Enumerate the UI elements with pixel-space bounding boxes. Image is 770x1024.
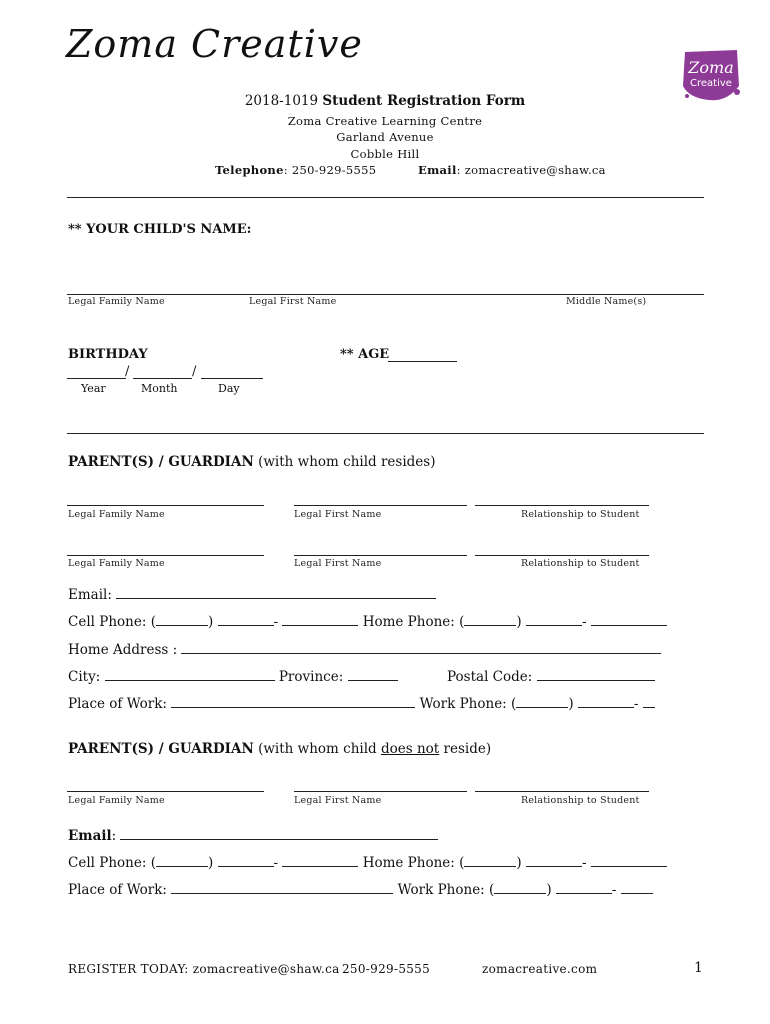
g1-address-row: Home Address :	[68, 641, 661, 658]
g2-work-area-field[interactable]	[494, 881, 546, 894]
g1a-first-name-label: Legal First Name	[294, 509, 382, 520]
g2-home-area-field[interactable]	[464, 854, 516, 867]
g1-work-area-field[interactable]	[516, 695, 568, 708]
g1b-first-name-field[interactable]	[294, 555, 467, 556]
g1-city-row: City: Province:	[68, 668, 398, 685]
g1b-first-name-label: Legal First Name	[294, 558, 382, 569]
child-name-heading: ** YOUR CHILD'S NAME:	[68, 222, 252, 237]
birth-year-label: Year	[81, 382, 106, 395]
child-name-line[interactable]	[67, 294, 704, 295]
g2-phone-row: Cell Phone: ( ) - Home Phone: ( ) -	[68, 854, 667, 871]
guardian1-heading: PARENT(S) / GUARDIAN (with whom child resides)	[68, 454, 436, 470]
age-label: ** AGE	[340, 347, 390, 362]
g2-work-place-field[interactable]	[171, 881, 393, 894]
g1-home-prefix-field[interactable]	[526, 613, 582, 626]
g1-home-area-field[interactable]	[464, 613, 516, 626]
birth-year-field[interactable]	[67, 378, 126, 379]
g1-phone-row: Cell Phone: ( ) - Home Phone: ( ) -	[68, 613, 667, 630]
g1-city-field[interactable]	[105, 668, 275, 681]
g1-email-field[interactable]	[116, 586, 436, 599]
guardian2-heading: PARENT(S) / GUARDIAN (with whom child does not reside)	[68, 741, 492, 757]
g1-province-field[interactable]	[348, 668, 398, 681]
g1-home-number-field[interactable]	[591, 613, 667, 626]
child-first-name-label: Legal First Name	[249, 296, 337, 307]
g2-email-field[interactable]	[120, 827, 438, 840]
g2-relationship-label: Relationship to Student	[521, 795, 640, 806]
divider	[67, 197, 704, 198]
g2-home-prefix-field[interactable]	[526, 854, 582, 867]
child-middle-name-label: Middle Name(s)	[566, 296, 647, 307]
g2-home-number-field[interactable]	[591, 854, 667, 867]
g1-cell-area-field[interactable]	[156, 613, 208, 626]
g1-work-row: Place of Work: Work Phone: ( ) -	[68, 695, 655, 712]
zoma-creative-logo-text: Zoma Creative	[66, 22, 363, 66]
form-title: 2018-1019 Student Registration Form	[244, 93, 526, 109]
badge-line1: Zoma	[688, 58, 734, 77]
g1-postal-row: Postal Code:	[447, 668, 655, 685]
g1-work-prefix-field[interactable]	[578, 695, 634, 708]
birth-month-field[interactable]	[133, 378, 192, 379]
g2-work-row: Place of Work: Work Phone: ( ) -	[68, 881, 653, 898]
g2-family-name-field[interactable]	[67, 791, 264, 792]
g1-postal-field[interactable]	[537, 668, 655, 681]
age-field[interactable]	[388, 361, 457, 362]
birth-day-label: Day	[218, 382, 240, 395]
birthday-slash-2: /	[192, 364, 197, 379]
birthday-label: BIRTHDAY	[68, 347, 148, 362]
g1a-family-name-label: Legal Family Name	[68, 509, 165, 520]
org-telephone: Telephone: 250-929-5555	[215, 163, 377, 177]
g1b-family-name-label: Legal Family Name	[68, 558, 165, 569]
badge-line2: Creative	[690, 78, 732, 89]
page-number: 1	[694, 960, 704, 976]
g1a-relationship-field[interactable]	[475, 505, 649, 506]
birthday-slash-1: /	[125, 364, 130, 379]
g1-email-row	[68, 586, 436, 603]
g1b-relationship-field[interactable]	[475, 555, 649, 556]
divider	[67, 433, 704, 434]
g2-first-name-field[interactable]	[294, 791, 467, 792]
g2-email-row: Email:	[68, 827, 438, 844]
g2-relationship-field[interactable]	[475, 791, 649, 792]
org-town: Cobble Hill	[350, 147, 420, 161]
g2-first-name-label: Legal First Name	[294, 795, 382, 806]
footer-phone: 250-929-5555	[342, 962, 431, 976]
org-street: Garland Avenue	[336, 130, 434, 144]
g1b-relationship-label: Relationship to Student	[521, 558, 640, 569]
birth-month-label: Month	[141, 382, 178, 395]
g2-cell-number-field[interactable]	[282, 854, 358, 867]
g1-work-number-field[interactable]	[643, 695, 655, 708]
child-family-name-label: Legal Family Name	[68, 296, 165, 307]
g2-work-prefix-field[interactable]	[556, 881, 612, 894]
g1a-family-name-field[interactable]	[67, 505, 264, 506]
g1-work-place-field[interactable]	[171, 695, 415, 708]
g2-work-number-field[interactable]	[621, 881, 653, 894]
g1a-relationship-label: Relationship to Student	[521, 509, 640, 520]
g1b-family-name-field[interactable]	[67, 555, 264, 556]
g2-cell-area-field[interactable]	[156, 854, 208, 867]
g1-cell-number-field[interactable]	[282, 613, 358, 626]
org-name: Zoma Creative Learning Centre	[287, 114, 483, 128]
footer-register: REGISTER TODAY: zomacreative@shaw.ca	[68, 962, 340, 976]
g1a-first-name-field[interactable]	[294, 505, 467, 506]
g2-family-name-label: Legal Family Name	[68, 795, 165, 806]
g1-cell-prefix-field[interactable]	[218, 613, 274, 626]
g1-email-label: Email:	[68, 587, 112, 603]
org-email: Email: zomacreative@shaw.ca	[418, 163, 606, 177]
footer-website: zomacreative.com	[482, 962, 598, 976]
g1-address-field[interactable]	[181, 641, 661, 654]
g2-cell-prefix-field[interactable]	[218, 854, 274, 867]
birth-day-field[interactable]	[201, 378, 263, 379]
